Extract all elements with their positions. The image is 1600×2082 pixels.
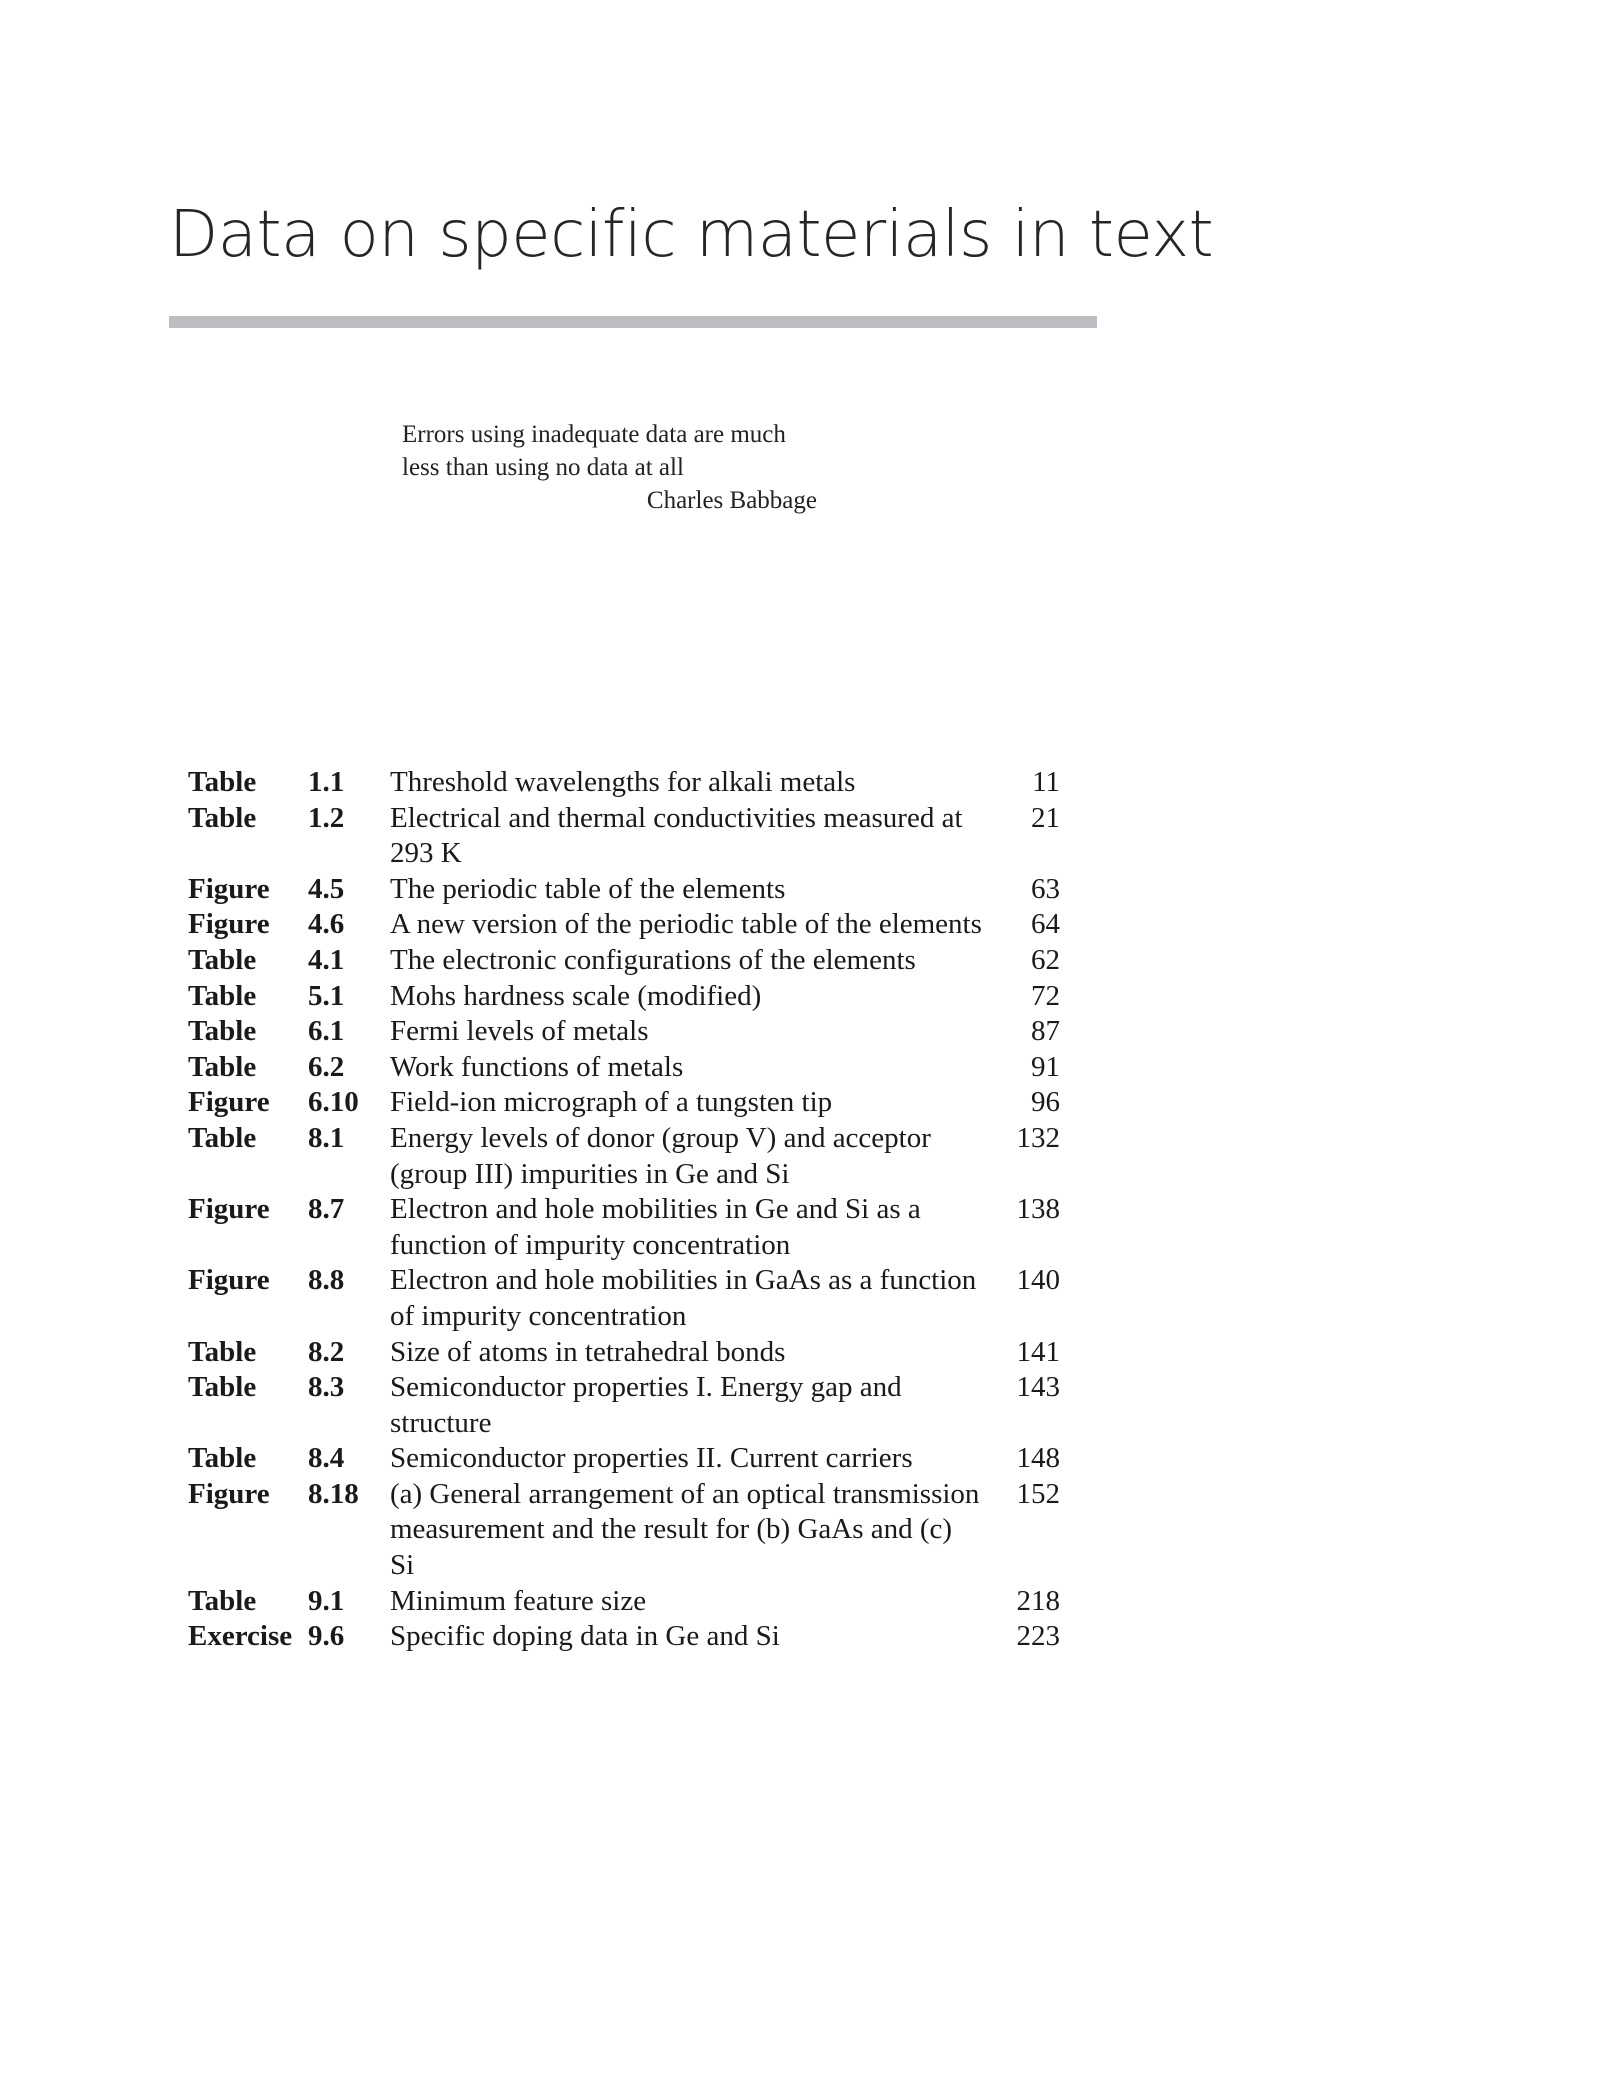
entry-number: 6.10 xyxy=(308,1086,359,1119)
entry-description: The electronic configurations of the elements xyxy=(390,943,916,976)
title-divider xyxy=(169,316,1097,328)
page-title: Data on specific materials in text xyxy=(169,198,1214,272)
list-item xyxy=(188,801,1060,872)
list-item xyxy=(188,1335,1060,1371)
entry-kind: Figure xyxy=(188,1477,270,1510)
entry-kind: Table xyxy=(188,1584,257,1617)
list-item xyxy=(188,1263,1060,1334)
entry-kind: Table xyxy=(188,1335,257,1368)
epigraph-quote-line: Errors using inadequate data are much xyxy=(402,421,786,448)
list-item xyxy=(188,1370,1060,1441)
epigraph xyxy=(402,418,817,517)
entry-page: 96 xyxy=(1031,1086,1060,1119)
materials-data-list xyxy=(188,765,1060,1655)
entry-page: 148 xyxy=(1016,1442,1060,1475)
list-item xyxy=(188,1192,1060,1263)
entry-page: 62 xyxy=(1031,943,1060,976)
entry-kind: Table xyxy=(188,1371,257,1404)
entry-number: 6.1 xyxy=(308,1015,345,1048)
entry-page: 87 xyxy=(1031,1015,1060,1048)
epigraph-quote-line: less than using no data at all xyxy=(402,454,684,481)
entry-number: 6.2 xyxy=(308,1050,345,1083)
entry-page: 141 xyxy=(1016,1335,1060,1368)
entry-kind: Figure xyxy=(188,1193,270,1226)
entry-page: 91 xyxy=(1031,1050,1060,1083)
entry-page: 152 xyxy=(1016,1477,1060,1510)
entry-page: 72 xyxy=(1031,979,1060,1012)
entry-page: 63 xyxy=(1031,872,1060,905)
list-item xyxy=(188,1121,1060,1192)
entry-kind: Table xyxy=(188,766,257,798)
entry-number: 4.6 xyxy=(308,908,345,941)
entry-number: 9.6 xyxy=(308,1620,345,1653)
entry-page: 21 xyxy=(1031,801,1060,834)
entry-description: Size of atoms in tetrahedral bonds xyxy=(390,1335,786,1368)
list-item xyxy=(188,907,1060,943)
list-item xyxy=(188,872,1060,908)
entry-kind: Figure xyxy=(188,872,270,905)
list-item xyxy=(188,765,1060,801)
list-item xyxy=(188,1085,1060,1121)
entry-kind: Table xyxy=(188,1121,257,1154)
entry-description: (a) General arrangement of an optical transmission measurement and the result for (b) GaAs and (c) Si xyxy=(390,1477,980,1582)
entry-description: Minimum feature size xyxy=(390,1584,647,1617)
entry-kind: Table xyxy=(188,1015,257,1048)
list-item xyxy=(188,1477,1060,1584)
list-item xyxy=(188,1441,1060,1477)
entry-kind: Exercise xyxy=(188,1620,293,1653)
entry-number: 8.3 xyxy=(308,1371,345,1404)
entry-number: 4.1 xyxy=(308,943,345,976)
entry-number: 8.1 xyxy=(308,1121,345,1154)
entry-description: Threshold wavelengths for alkali metals xyxy=(390,766,856,798)
entry-description: Fermi levels of metals xyxy=(390,1015,649,1048)
entry-kind: Table xyxy=(188,1442,257,1475)
entry-description: A new version of the periodic table of the elements xyxy=(390,908,982,941)
list-item xyxy=(188,1014,1060,1050)
entry-page: 11 xyxy=(1032,766,1060,798)
entry-description: Semiconductor properties II. Current carriers xyxy=(390,1442,913,1475)
entry-kind: Figure xyxy=(188,1264,270,1297)
entry-description: The periodic table of the elements xyxy=(390,872,786,905)
entry-kind: Table xyxy=(188,979,257,1012)
entry-kind: Table xyxy=(188,801,257,834)
entry-page: 64 xyxy=(1031,908,1060,941)
entry-kind: Figure xyxy=(188,1086,270,1119)
entry-description: Energy levels of donor (group V) and acceptor (group III) impurities in Ge and Si xyxy=(390,1121,931,1190)
entry-number: 5.1 xyxy=(308,979,345,1012)
entry-kind: Table xyxy=(188,943,257,976)
entry-page: 223 xyxy=(1016,1620,1060,1653)
entry-number: 9.1 xyxy=(308,1584,345,1617)
entry-description: Electrical and thermal conductivities measured at 293 K xyxy=(390,801,963,870)
entry-number: 4.5 xyxy=(308,872,345,905)
entry-description: Work functions of metals xyxy=(390,1050,684,1083)
entry-number: 8.4 xyxy=(308,1442,345,1475)
entry-description: Semiconductor properties I. Energy gap and structure xyxy=(390,1371,902,1439)
entry-description: Specific doping data in Ge and Si xyxy=(390,1620,780,1653)
entry-page: 132 xyxy=(1016,1121,1060,1154)
entry-number: 8.8 xyxy=(308,1264,345,1297)
entry-description: Electron and hole mobilities in Ge and Si as a function of impurity concentration xyxy=(390,1193,921,1261)
entry-description: Mohs hardness scale (modified) xyxy=(390,979,762,1012)
entry-number: 8.18 xyxy=(308,1477,359,1510)
entry-page: 140 xyxy=(1016,1264,1060,1297)
entry-number: 1.2 xyxy=(308,801,345,834)
epigraph-author: Charles Babbage xyxy=(646,487,817,514)
entry-description: Field-ion micrograph of a tungsten tip xyxy=(390,1086,833,1119)
entry-page: 138 xyxy=(1016,1193,1060,1226)
list-item xyxy=(188,979,1060,1015)
list-item xyxy=(188,1584,1060,1620)
entry-number: 1.1 xyxy=(308,766,345,798)
entry-page: 218 xyxy=(1016,1584,1060,1617)
entry-number: 8.7 xyxy=(308,1193,345,1226)
list-item xyxy=(188,1050,1060,1086)
entry-page: 143 xyxy=(1016,1371,1060,1404)
list-item xyxy=(188,1619,1060,1655)
entry-kind: Table xyxy=(188,1050,257,1083)
entry-kind: Figure xyxy=(188,908,270,941)
entry-number: 8.2 xyxy=(308,1335,345,1368)
entry-description: Electron and hole mobilities in GaAs as a function of impurity concentration xyxy=(390,1264,977,1332)
list-item xyxy=(188,943,1060,979)
